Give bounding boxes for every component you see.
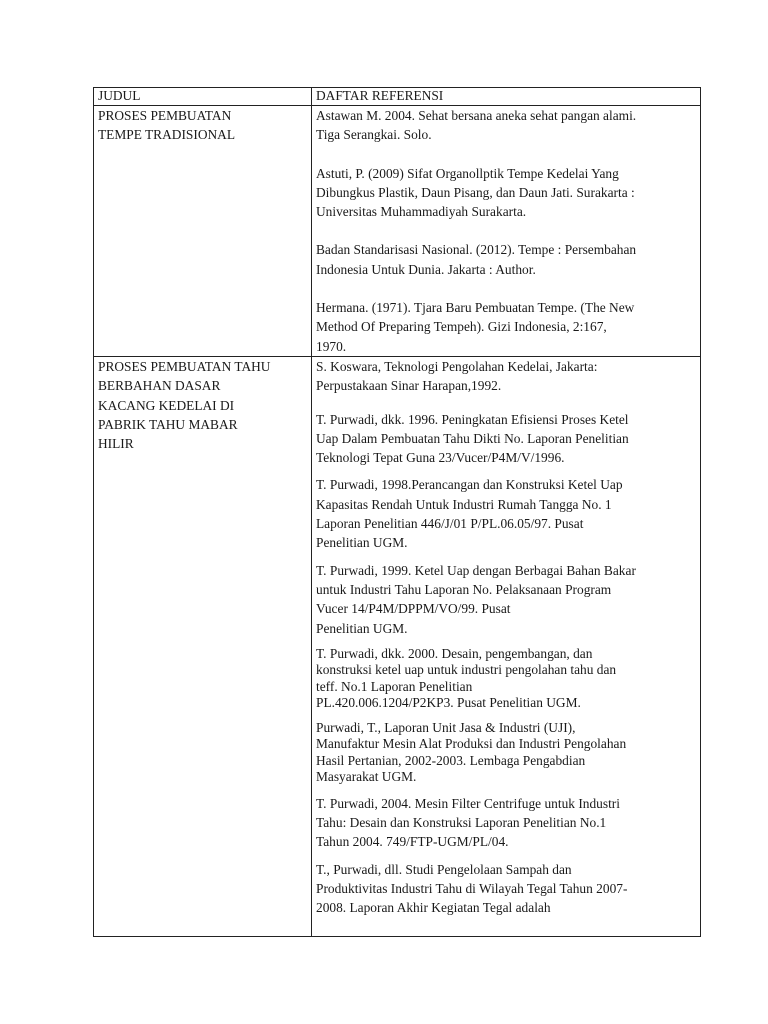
row-title — [94, 106, 312, 357]
title-line: KACANG KEDELAI DI — [98, 397, 235, 413]
row-references — [312, 356, 701, 936]
reference-entry: Astuti, P. (2009) Sifat Organollptik Tempe Kedelai Yang Dibungkus Plastik, Daun Pisang, dan Daun Jati. Surakarta : Universitas Muhammadiyah Surakarta. — [316, 165, 635, 220]
title-line: HILIR — [98, 436, 134, 452]
title-line: PROSES PEMBUATAN TAHU — [98, 358, 271, 374]
title-line: BERBAHAN DASAR — [98, 378, 221, 394]
row-title — [94, 356, 312, 936]
header-row — [94, 88, 701, 106]
reference-entry: T. Purwadi, 2004. Mesin Filter Centrifuge untuk Industri Tahu: Desain dan Konstruksi Laporan Penelitian No.1 Tahun 2004. 749/FTP-UGM/PL/04. — [316, 795, 620, 850]
title-line: TEMPE TRADISIONAL — [98, 127, 236, 143]
reference-entry: Hermana. (1971). Tjara Baru Pembuatan Tempe. (The New Method Of Preparing Tempeh). Gizi Indonesia, 2:167, 1970. — [316, 300, 635, 354]
reference-entry: S. Koswara, Teknologi Pengolahan Kedelai, Jakarta: Perpustakaan Sinar Harapan,1992. — [316, 358, 598, 394]
reference-entry: T. Purwadi, dkk. 1996. Peningkatan Efisiensi Proses Ketel Uap Dalam Pembuatan Tahu Dikti No. Laporan Penelitian Teknologi Tepat Guna 23/Vucer/P4M/V/1996. — [316, 411, 629, 466]
reference-entry: Purwadi, T., Laporan Unit Jasa & Industri (UJI), Manufaktur Mesin Alat Produksi dan Industri Pengolahan Hasil Pertanian, 2002-2003. Lembaga Pengabdian Masyarakat UGM. — [316, 719, 627, 785]
table-row — [94, 356, 701, 936]
title-line: PROSES PEMBUATAN — [98, 108, 232, 123]
table-row — [94, 106, 701, 357]
document-page — [93, 87, 700, 937]
reference-entry: Badan Standarisasi Nasional. (2012). Tempe : Persembahan Indonesia Untuk Dunia. Jakarta : Author. — [316, 242, 637, 277]
title-line: PABRIK TAHU MABAR — [98, 416, 238, 432]
header-judul: JUDUL — [94, 88, 312, 106]
reference-entry: T. Purwadi, 1998.Perancangan dan Konstruksi Ketel Uap Kapasitas Rendah Untuk Industri Rumah Tangga No. 1 Laporan Penelitian 446/J/01 P/PL.06.05/97. Pusat Penelitian UGM. — [316, 477, 623, 551]
header-daftar-referensi: DAFTAR REFERENSI — [312, 88, 701, 106]
row-references — [312, 106, 701, 357]
reference-entry: T. Purwadi, dkk. 2000. Desain, pengembangan, dan konstruksi ketel uap untuk industri pengolahan tahu dan teff. No.1 Laporan Penelitian PL.420.006.1204/P2KP3. Pusat Penelitian UGM. — [316, 645, 617, 711]
reference-entry: Astawan M. 2004. Sehat bersana aneka sehat pangan alami. Tiga Serangkai. Solo. — [316, 108, 637, 143]
reference-entry: T., Purwadi, dll. Studi Pengelolaan Sampah dan Produktivitas Industri Tahu di Wilayah Tegal Tahun 2007- 2008. Laporan Akhir Kegiatan Tegal adalah — [316, 861, 628, 916]
reference-table — [93, 87, 701, 937]
reference-entry: T. Purwadi, 1999. Ketel Uap dengan Berbagai Bahan Bakar untuk Industri Tahu Laporan No. Pelaksanaan Program Vucer 14/P4M/DPPM/VO/99. Pusat Penelitian UGM. — [316, 562, 636, 636]
